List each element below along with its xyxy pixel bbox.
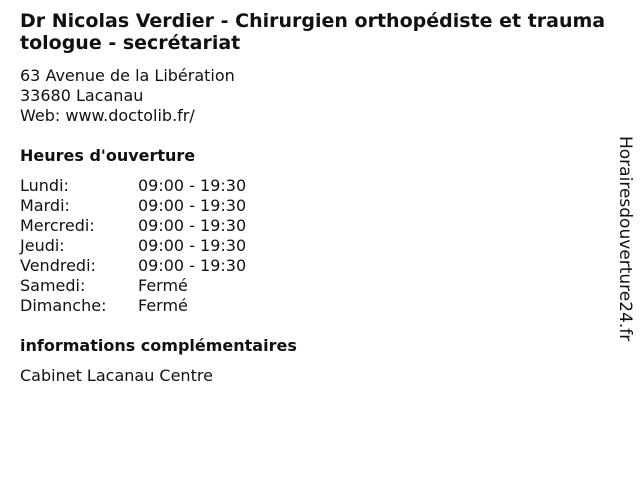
address-street: 63 Avenue de la Libération bbox=[20, 66, 235, 85]
hours-time: 09:00 - 19:30 bbox=[138, 256, 247, 275]
hours-row bbox=[20, 276, 610, 296]
site-watermark: Horairesdouverture24.fr bbox=[615, 136, 635, 342]
hours-row bbox=[20, 216, 610, 236]
hours-time: 09:00 - 19:30 bbox=[138, 196, 247, 215]
hours-row bbox=[20, 256, 610, 276]
hours-day: Jeudi: bbox=[20, 236, 65, 255]
hours-day: Mardi: bbox=[20, 196, 70, 215]
hours-time: 09:00 - 19:30 bbox=[138, 236, 247, 255]
address-city: 33680 Lacanau bbox=[20, 86, 144, 105]
hours-day: Vendredi: bbox=[20, 256, 96, 275]
address-web: Web: www.doctolib.fr/ bbox=[20, 106, 195, 125]
hours-row bbox=[20, 176, 610, 196]
hours-row bbox=[20, 196, 610, 216]
listing-content bbox=[20, 10, 610, 386]
hours-time: 09:00 - 19:30 bbox=[138, 176, 247, 195]
hours-row bbox=[20, 296, 610, 316]
page-title: Dr Nicolas Verdier - Chirurgien orthopédiste et traumatologue - secrétariat bbox=[20, 10, 606, 54]
hours-time: Fermé bbox=[138, 276, 188, 295]
info-heading: informations complémentaires bbox=[20, 336, 297, 355]
hours-heading: Heures d'ouverture bbox=[20, 146, 196, 165]
hours-time: Fermé bbox=[138, 296, 188, 315]
info-text: Cabinet Lacanau Centre bbox=[20, 366, 213, 385]
hours-table bbox=[20, 176, 610, 316]
hours-row bbox=[20, 236, 610, 256]
hours-day: Samedi: bbox=[20, 276, 86, 295]
hours-day: Mercredi: bbox=[20, 216, 95, 235]
hours-day: Lundi: bbox=[20, 176, 69, 195]
address-block bbox=[20, 66, 610, 126]
hours-day: Dimanche: bbox=[20, 296, 107, 315]
hours-time: 09:00 - 19:30 bbox=[138, 216, 247, 235]
